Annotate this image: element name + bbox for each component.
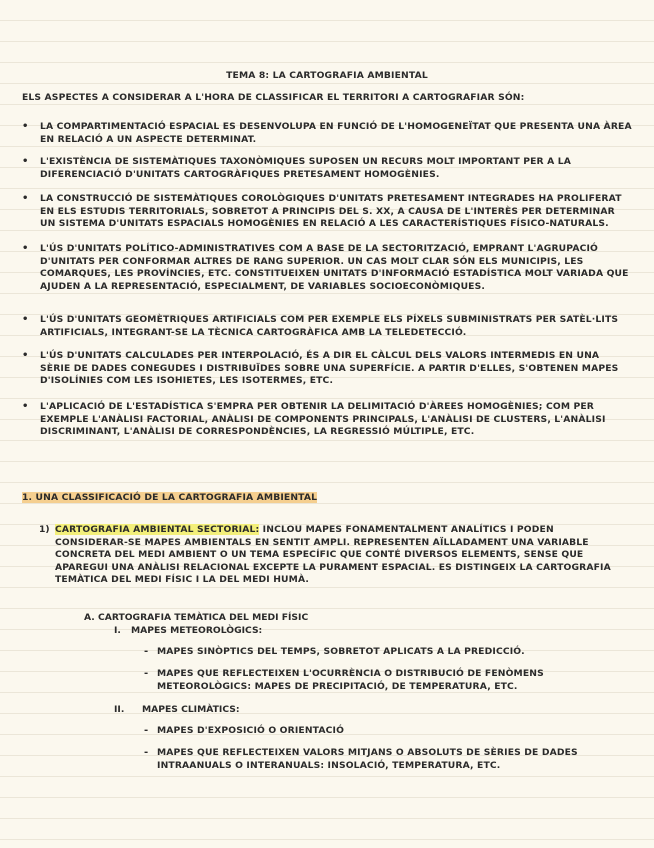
item-text: INCLOU MAPES FONAMENTALMENT ANALÍTICS I PODEN CONSIDERAR-SE MAPES AMBIENTALS EN SENTIT AMPLI. REPRESENTEN AÏLLADAMENT UNA VARIABLE CONCRETA DEL MEDI AMBIENT O UN TEMA ESPECÍFIC QUE CONTÉ DIVERSOS ELEMENTS, SENSE QUE APAREGUI UNA ANÀLISI RELACIONAL EXCEPTE LA PURAMENT ESPACIAL. ES DISTINGEIX LA CARTOGRAFIA TEMÀTICA DEL MEDI FÍSIC I LA DEL MEDI HUMÀ.: [55, 524, 611, 585]
bullet-icon: •: [22, 401, 29, 412]
intro-text: ELS ASPECTES A CONSIDERAR A L'HORA DE CLASSIFICAR EL TERRITORI A CARTOGRAFIAR SÓN:: [22, 92, 525, 103]
subsection-label: MAPES METEOROLÒGICS:: [131, 625, 263, 636]
bullet-icon: •: [22, 243, 29, 254]
bullet-item: L'ÚS D'UNITATS GEOMÈTRIQUES ARTIFICIALS COM PER EXEMPLE ELS PÍXELS SUBMINISTRATS PER SATÈL·LITS ARTIFICIALS, INTEGRANT-SE LA TÈCNICA CARTOGRÀFICA AMB LA TELEDETECCIÓ.: [40, 314, 619, 338]
sub-list-item: MAPES SINÒPTICS DEL TEMPS, SOBRETOT APLICATS A LA PREDICCIÓ.: [157, 646, 525, 657]
bullet-icon: •: [22, 314, 29, 325]
sub-list-item: MAPES QUE REFLECTEIXEN L'OCURRÈNCIA O DISTRIBUCIÓ DE FENÒMENS METEOROLÒGICS: MAPES DE PRECIPITACIÓ, DE TEMPERATURA, ETC.: [157, 668, 544, 692]
bullet-item: LA COMPARTIMENTACIÓ ESPACIAL ES DESENVOLUPA EN FUNCIÓ DE L'HOMOGENEÏTAT QUE PRESENTA UNA ÀREA EN RELACIÓ A UN ASPECTE DETERMINAT.: [40, 121, 632, 145]
bullet-item: L'EXISTÈNCIA DE SISTEMÀTIQUES TAXONÒMIQUES SUPOSEN UN RECURS MOLT IMPORTANT PER A LA DIFERENCIACIÓ D'UNITATS CARTOGRÀFIQUES PRETESAMENT HOMOGÈNIES.: [40, 156, 571, 180]
bullet-icon: •: [22, 121, 29, 132]
item-paragraph: [55, 524, 623, 587]
roman-numeral: I.: [114, 625, 121, 636]
bullet-item: LA CONSTRUCCIÓ DE SISTEMÀTIQUES COROLÒGIQUES D'UNITATS PRETESAMENT INTEGRADES HA PROLIFERAT EN ELS ESTUDIS TERRITORIALS, SOBRETOT A PRINCIPIS DEL S. XX, A CAUSA DE L'INTERÈS PER DETERMINAR UN SISTEMA D'UNITATS ESPACIALS HOMOGÈNIES EN RELACIÓ A LES CARACTERÍSTIQUES FÍSICO-NATURALS.: [40, 193, 622, 229]
bullet-item: L'APLICACIÓ DE L'ESTADÍSTICA S'EMPRA PER OBTENIR LA DELIMITACIÓ D'ÀREES HOMOGÈNIES; COM PER EXEMPLE L'ANÀLISI FACTORIAL, ANÀLISI DE COMPONENTS PRINCIPALS, L'ANÀLISI DE CLUSTERS, L'ANÀLISI DISCRIMINANT, L'ANÀLISI DE CORRESPONDÈNCIES, LA REGRESSIÓ MÚLTIPLE, ETC.: [40, 401, 606, 437]
section-heading: [22, 492, 317, 505]
bullet-item: L'ÚS D'UNITATS POLÍTICO-ADMINISTRATIVES COM A BASE DE LA SECTORITZACIÓ, EMPRANT L'AGRUPACIÓ D'UNITATS PER CONFORMAR ALTRES DE RANG SUPERIOR. UN CAS MOLT CLAR SÓN ELS MUNICIPIS, LES COMARQUES, LES PROVÍNCIES, ETC. CONSTITUEIXEN UNITATS D'INFORMACIÓ ESTADÍSTICA MOLT VARIADA QUE AJUDEN A LA REPRESENTACIÓ, ESPECIALMENT, DE VARIABLES SOCIOECONÒMIQUES.: [40, 243, 629, 292]
page-title: TEMA 8: LA CARTOGRAFIA AMBIENTAL: [226, 70, 428, 81]
dash-icon: -: [144, 725, 149, 736]
sub-list-item: MAPES QUE REFLECTEIXEN VALORS MITJANS O ABSOLUTS DE SÈRIES DE DADES INTRAANUALS O INTERANUALS: INSOLACIÓ, TEMPERATURA, ETC.: [157, 747, 578, 771]
dash-icon: -: [144, 646, 149, 657]
subsection-label: MAPES CLIMÀTICS:: [142, 704, 240, 715]
section-heading-text: 1. UNA CLASSIFICACIÓ DE LA CARTOGRAFIA AMBIENTAL: [22, 492, 318, 503]
bullet-item: L'ÚS D'UNITATS CALCULADES PER INTERPOLACIÓ, ÉS A DIR EL CÀLCUL DELS VALORS INTERMEDIS EN UNA SÈRIE DE DADES CONEGUDES I DISTRIBUÏDES SOBRE UNA SUPERFÍCIE. A PARTIR D'ELLES, S'OBTENEN MAPES D'ISOLÍNIES COM LES ISOHIETES, LES ISOTERMES, ETC.: [40, 350, 619, 386]
bullet-icon: •: [22, 350, 29, 361]
bullet-icon: •: [22, 156, 29, 167]
dash-icon: -: [144, 668, 149, 679]
sub-list-item: MAPES D'EXPOSICIÓ O ORIENTACIÓ: [157, 725, 345, 736]
roman-numeral: II.: [114, 704, 125, 715]
bullet-icon: •: [22, 193, 29, 204]
item-number: 1): [39, 524, 50, 535]
dash-icon: -: [144, 747, 149, 758]
item-highlight: CARTOGRAFIA AMBIENTAL SECTORIAL:: [55, 524, 260, 535]
subsection-a: A. CARTOGRAFIA TEMÀTICA DEL MEDI FÍSIC: [84, 612, 309, 624]
